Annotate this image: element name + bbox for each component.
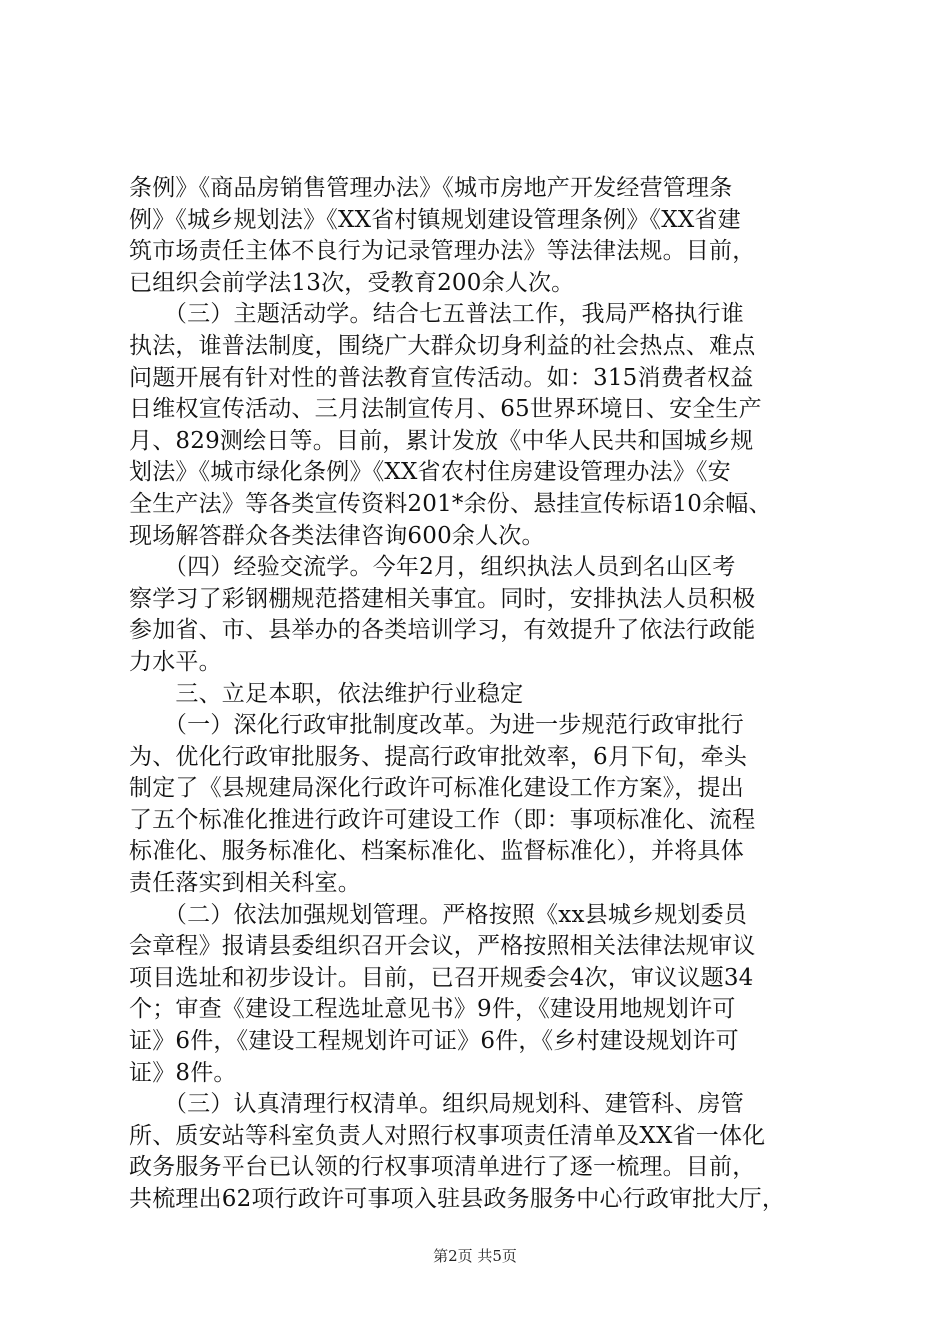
- text-line: 力水平。: [129, 648, 222, 675]
- text-line: 全生产法》等各类宣传资料201*余份、悬挂宣传标语10余幅、: [129, 490, 772, 517]
- text-line: 项目选址和初步设计。目前，已召开规委会4次，审议议题34: [129, 964, 754, 991]
- text-line: 参加省、市、县举办的各类培训学习，有效提升了依法行政能: [129, 617, 756, 644]
- text-line: 已组织会前学法13次，受教育200余人次。: [129, 269, 575, 296]
- text-line: 共梳理出62项行政许可事项入驻县政务服务中心行政审批大厅，: [129, 1186, 786, 1212]
- text-line: 个；审查《建设工程选址意见书》9件，《建设用地规划许可: [129, 996, 736, 1023]
- text-line: 责任落实到相关科室。: [129, 870, 361, 897]
- text-line: （三）主题活动学。结合七五普法工作，我局严格执行谁: [129, 301, 744, 328]
- text-line: 三、立足本职，依法维护行业稳定: [129, 680, 524, 707]
- text-line: 筑市场责任主体不良行为记录管理办法》等法律法规。目前，: [129, 238, 756, 265]
- text-line: 现场解答群众各类法律咨询600余人次。: [129, 522, 545, 549]
- document-body: [129, 173, 840, 1216]
- text-line: 月、829测绘日等。目前，累计发放《中华人民共和国城乡规: [129, 427, 754, 454]
- text-line: 制定了《县规建局深化行政许可标准化建设工作方案》，提出: [129, 775, 744, 802]
- text-line: 证》6件，《建设工程规划许可证》6件，《乡村建设规划许可: [129, 1028, 739, 1055]
- text-line: 条例》《商品房销售管理办法》《城市房地产开发经营管理条: [129, 175, 733, 201]
- text-line: 执法，谁普法制度，围绕广大群众切身利益的社会热点、难点: [129, 332, 756, 359]
- text-line: （四）经验交流学。今年2月，组织执法人员到名山区考: [129, 554, 736, 581]
- text-line: 划法》《城市绿化条例》《XX省农村住房建设管理办法》《安: [129, 459, 731, 486]
- text-line: 察学习了彩钢棚规范搭建相关事宜。同时，安排执法人员积极: [129, 585, 756, 612]
- text-line: （二）依法加强规划管理。严格按照《xx县城乡规划委员: [129, 901, 748, 928]
- text-line: 会章程》报请县委组织召开会议，严格按照相关法律法规审议: [129, 933, 756, 960]
- text-line: 例》《城乡规划法》《XX省村镇规划建设管理条例》《XX省建: [129, 206, 741, 233]
- page-footer: 第2页 共5页: [433, 1247, 517, 1265]
- text-line: 日维权宣传活动、三月法制宣传月、65世界环境日、安全生产: [129, 396, 762, 423]
- text-line: 了五个标准化推进行政许可建设工作（即：事项标准化、流程: [129, 806, 756, 833]
- text-line: （三）认真清理行权清单。组织局规划科、建管科、房管: [129, 1091, 744, 1118]
- text-line: 政务服务平台已认领的行权事项清单进行了逐一梳理。目前，: [129, 1154, 756, 1181]
- text-line: 为、优化行政审批服务、提高行政审批效率，6月下旬，牵头: [129, 743, 748, 770]
- text-line: 所、质安站等科室负责人对照行权事项责任清单及XX省一体化: [129, 1122, 766, 1149]
- text-line: 问题开展有针对性的普法教育宣传活动。如：315消费者权益: [129, 364, 754, 391]
- text-line: 证》8件。: [129, 1059, 237, 1086]
- text-line: （一）深化行政审批制度改革。为进一步规范行政审批行: [129, 712, 744, 739]
- text-line: 标准化、服务标准化、档案标准化、监督标准化），并将具体: [129, 838, 744, 865]
